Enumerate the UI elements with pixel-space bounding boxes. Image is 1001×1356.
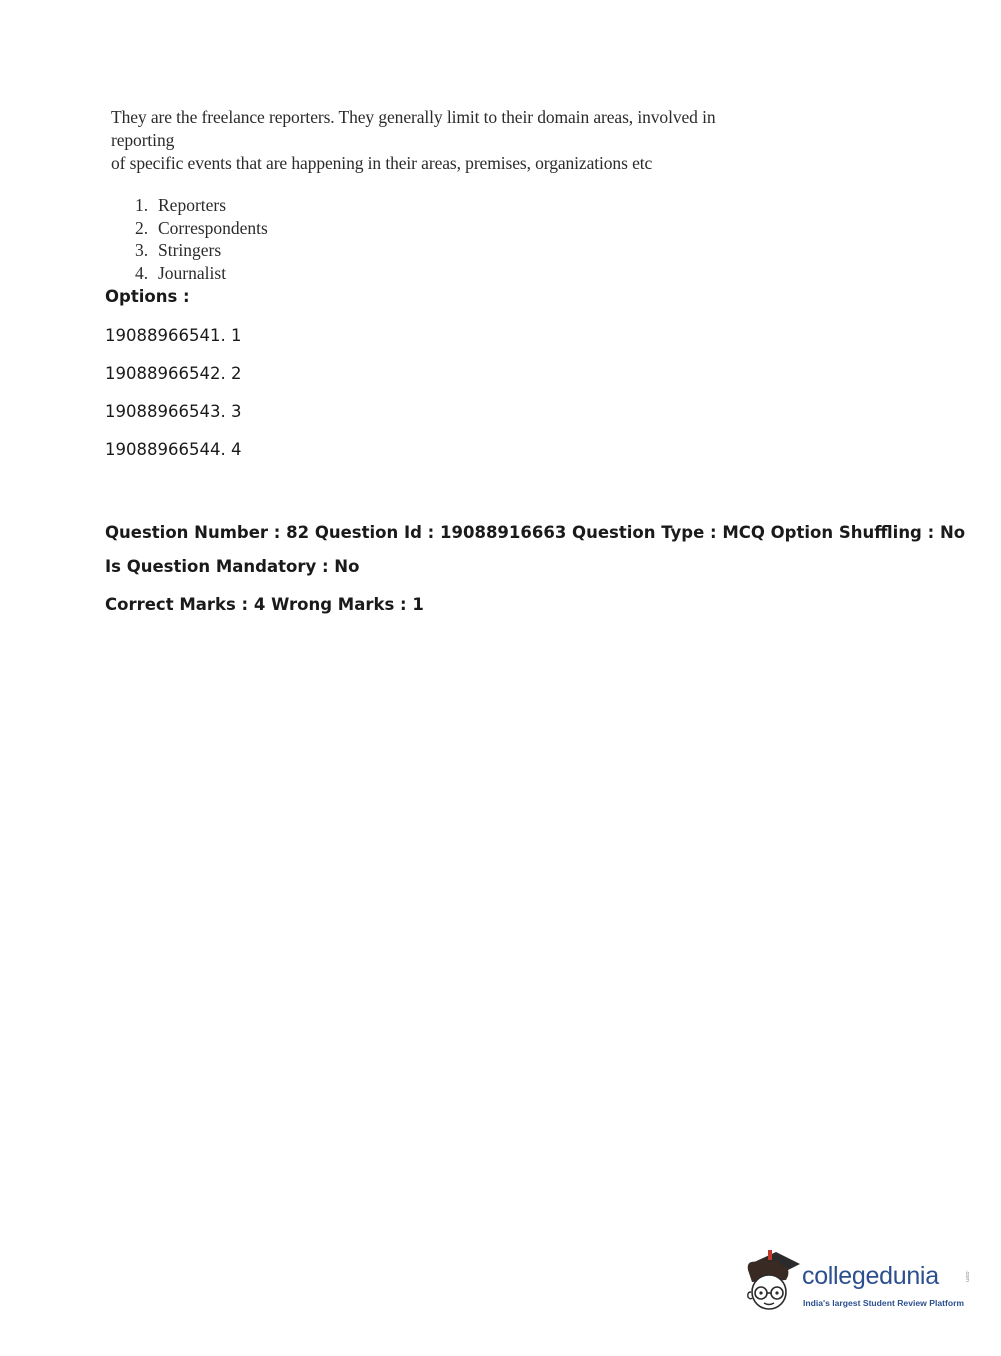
logo-dotcom: .com [964, 1270, 970, 1282]
question-paragraph-line-1: They are the freelance reporters. They generally limit to their domain areas, involved in reporting [111, 107, 716, 150]
list-item-number: 3. [135, 240, 149, 261]
option-item-3: 19088966543. 3 [105, 402, 242, 421]
logo-tagline: India's largest Student Review Platform [803, 1298, 965, 1308]
option-item-4: 19088966544. 4 [105, 440, 242, 459]
question-image [111, 106, 751, 285]
question-mandatory-line: Is Question Mandatory : No [105, 557, 360, 576]
question-list [111, 194, 751, 285]
option-item-1: 19088966541. 1 [105, 326, 242, 345]
list-item-number: 1. [135, 195, 149, 215]
mascot-icon [742, 1248, 804, 1320]
list-item-number: 4. [135, 263, 149, 284]
option-item-2: 19088966542. 2 [105, 364, 242, 383]
logo-wordmark: collegedunia [802, 1262, 939, 1290]
options-heading: Options : [105, 287, 190, 306]
list-item-text: Reporters [158, 195, 227, 215]
question-paragraph-line-2: of specific events that are happening in their areas, premises, organizations etc [111, 153, 653, 173]
question-paragraph [111, 106, 751, 175]
list-item-text: Journalist [158, 263, 227, 284]
list-item-text: Stringers [158, 240, 222, 261]
list-item [135, 262, 751, 285]
list-item-number: 2. [135, 217, 149, 238]
question-meta-line: Question Number : 82 Question Id : 19088916663 Question Type : MCQ Option Shuffling : No [105, 523, 966, 542]
list-item-text: Correspondents [158, 217, 268, 238]
collegedunia-logo [742, 1248, 972, 1320]
list-item [135, 239, 751, 262]
list-item [135, 194, 751, 217]
list-item [135, 217, 751, 240]
question-marks-line: Correct Marks : 4 Wrong Marks : 1 [105, 595, 424, 614]
